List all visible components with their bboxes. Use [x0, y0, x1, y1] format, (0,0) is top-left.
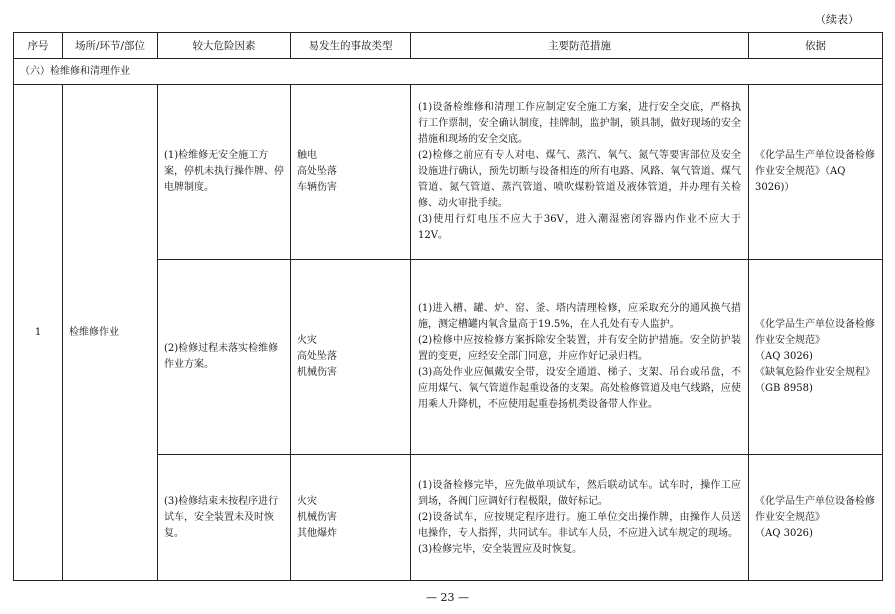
measure-item: (2)检修中应按检修方案拆除安全装置，并有安全防护措施。安全防护装置的变更，应经安全部门同意，并应作好记录归档。	[418, 335, 741, 362]
basis-cell	[749, 455, 883, 581]
basis-item: 《化学品生产单位设备检修作业安全规范》	[755, 319, 875, 346]
accident-type: 触电	[297, 150, 317, 161]
basis-item: 《化学品生产单位设备检修作业安全规范》	[755, 495, 875, 523]
header-basis: 依据	[749, 33, 883, 59]
basis-item: 《缺氧危险作业安全规程》（GB 8958)	[755, 367, 875, 394]
measure-item: (2)检修之前应有专人对电、煤气、蒸汽、氧气、氮气等要害部位及安全设施进行确认，预先切断与设备相连的所有电路、风路、氧气管道、煤气管道、氮气管道、蒸汽管道、喷吹煤粉管道及液体管道，并办理有关检修、动火审批手续。	[418, 150, 741, 209]
accident-type: 其他爆炸	[297, 527, 337, 539]
measure-item: (1)设备检修完毕，应先做单项试车，然后联动试车。试车时，操作工应到场，各阀门应调好行程极限，做好标记。	[418, 479, 741, 507]
measure-item: (1)进入槽、罐、炉、窑、釜、塔内清理检修，应采取充分的通风换气措施，测定槽罐内氧含量高于19.5%，在人孔处有专人监护。	[418, 303, 741, 330]
measure-item: (3)检修完毕，安全装置应及时恢复。	[418, 543, 583, 555]
accident-type: 高处坠落	[297, 166, 337, 177]
accident-type: 火灾	[297, 495, 317, 507]
accident-type: 机械伤害	[297, 511, 337, 523]
measure-item: (2)设备试车，应按规定程序进行。施工单位交出操作牌，由操作人员送电操作，专人指挥，共同试车。非试车人员，不应进入试车规定的现场。	[418, 511, 741, 539]
location-cell: 检维修作业	[63, 85, 158, 581]
basis-item: 《化学品生产单位设备检修作业安全规范》（AQ 3026)）	[755, 150, 875, 193]
measures-cell	[411, 85, 749, 260]
hazard-cell: (1)检维修无安全施工方案，停机未执行操作牌、停电牌制度。	[158, 85, 291, 260]
measures-cell	[411, 260, 749, 455]
row-number: 1	[14, 85, 63, 581]
header-location: 场所/环节/部位	[63, 33, 158, 59]
header-no: 序号	[14, 33, 63, 59]
accident-type: 机械伤害	[297, 367, 337, 378]
accident-cell	[291, 455, 411, 581]
measure-item: (3)高处作业应佩戴安全带，设安全通道、梯子、支架、吊台或吊盘，不应用煤气、氧气管道作起重设备的支架。高处检修管道及电气线路，应使用乘人升降机，不应使用起重卷扬机类设备带人作业。	[418, 367, 741, 410]
accident-type: 火灾	[297, 335, 317, 346]
accident-type: 高处坠落	[297, 351, 337, 362]
table-header-row	[14, 33, 883, 59]
continued-label: （续表）	[815, 13, 859, 26]
accident-type: 车辆伤害	[297, 182, 337, 193]
section-row	[14, 59, 883, 85]
basis-item: （AQ 3026)	[755, 527, 813, 539]
hazard-cell: (2)检修过程未落实检维修作业方案。	[158, 260, 291, 455]
basis-cell	[749, 85, 883, 260]
header-accident-type: 易发生的事故类型	[291, 33, 411, 59]
measure-item: (3)使用行灯电压不应大于36V，进入潮湿密闭容器内作业不应大于12V。	[418, 214, 741, 241]
basis-item: （AQ 3026)	[755, 351, 813, 362]
page-number: — 23 —	[426, 591, 469, 604]
basis-cell	[749, 260, 883, 455]
section-title: （六）检维修和清理作业	[14, 59, 883, 85]
accident-cell	[291, 260, 411, 455]
measures-cell	[411, 455, 749, 581]
table-row	[14, 85, 883, 260]
measure-item: (1)设备检维修和清理工作应制定安全施工方案，进行安全交底，严格执行工作票制，安全确认制度，挂牌制，监护制，锁具制，做好现场的安全措施和现场的安全交底。	[418, 102, 741, 145]
hazard-cell: (3)检修结束未按程序进行试车，安全装置未及时恢复。	[158, 455, 291, 581]
header-hazard: 较大危险因素	[158, 33, 291, 59]
hazard-table	[13, 32, 883, 581]
accident-cell	[291, 85, 411, 260]
header-measures: 主要防范措施	[411, 33, 749, 59]
